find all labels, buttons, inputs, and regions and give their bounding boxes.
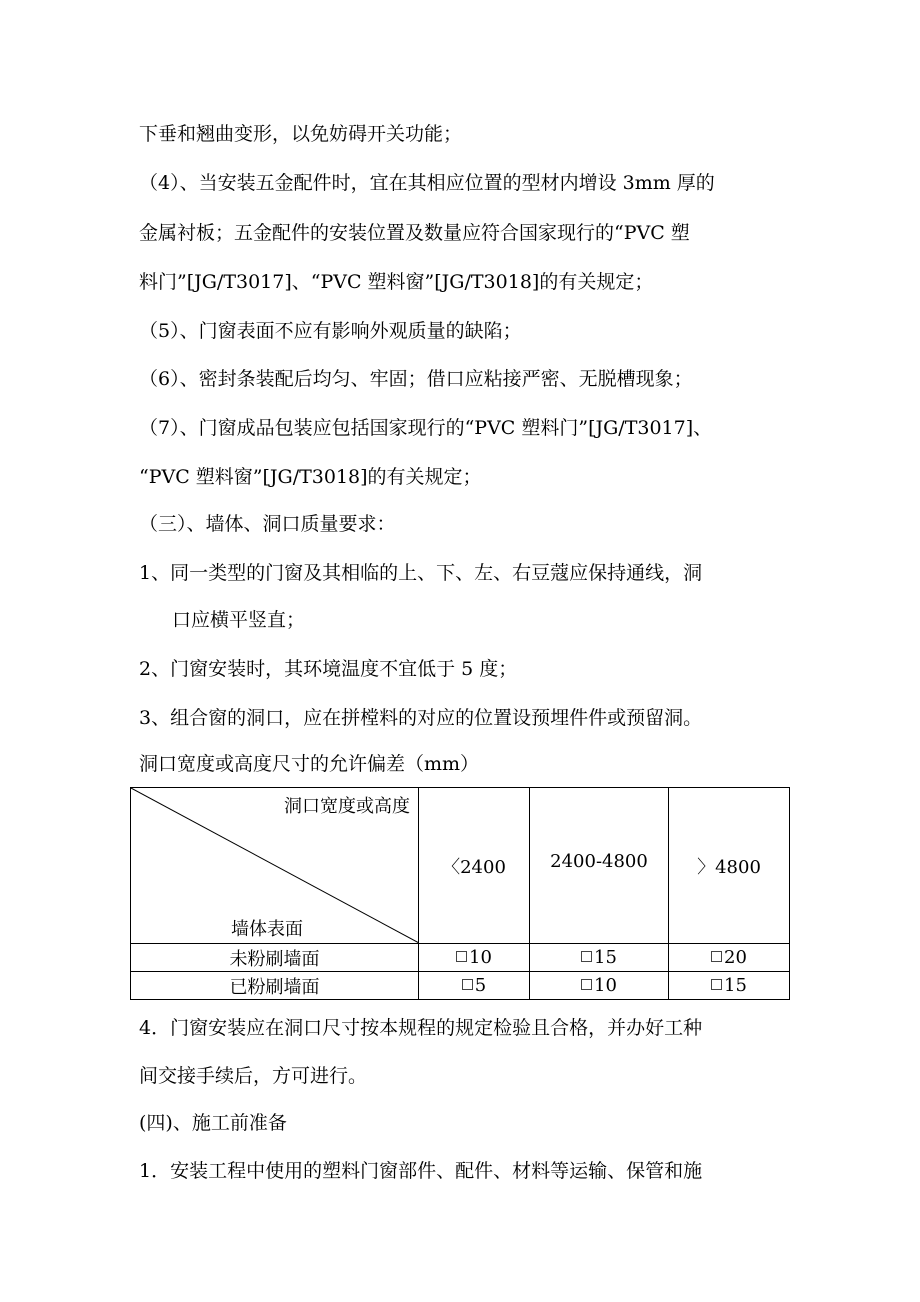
paragraph-line: 2、门窗安装时，其环境温度不宜低于 5 度； (139, 658, 518, 680)
paragraph-line: “PVC 塑料窗”[JG/T3018]的有关规定； (139, 466, 482, 488)
paragraph-line: 下垂和翘曲变形，以免妨碍开关功能； (139, 123, 463, 145)
paragraph-line: 口应横平竖直； (172, 609, 306, 631)
table-caption: 洞口宽度或高度尺寸的允许偏差（mm） (139, 753, 480, 775)
corner-top-label: 洞口宽度或高度 (284, 796, 410, 817)
paragraph-line: 间交接手续后，方可进行。 (139, 1065, 368, 1087)
row-label: 已粉刷墙面 (131, 972, 419, 1000)
diagonal-header-cell (131, 788, 419, 944)
column-header: 〉4800 (669, 788, 790, 944)
paragraph-line: 1、同一类型的门窗及其相临的上、下、左、右豆蔻应保持通线，洞 (139, 562, 703, 584)
checkbox-glyph-icon (456, 951, 467, 962)
section-heading: （三）、墙体、洞口质量要求： (139, 513, 396, 535)
table-row (131, 944, 790, 972)
paragraph-line: （6）、密封条装配后均匀、牢固；借口应粘接严密、无脱槽现象； (139, 368, 693, 390)
checkbox-glyph-icon (711, 951, 722, 962)
checkbox-glyph-icon (581, 951, 592, 962)
paragraph-line: 料门”[JG/T3017]、“PVC 塑料窗”[JG/T3018]的有关规定； (139, 271, 654, 293)
checkbox-glyph-icon (462, 979, 473, 990)
table-cell: 20 (669, 944, 790, 972)
table-cell: 15 (669, 972, 790, 1000)
table-header-row (131, 788, 790, 944)
table-cell: 10 (419, 944, 530, 972)
table-cell: 15 (530, 944, 669, 972)
paragraph-line: 金属衬板；五金配件的安装位置及数量应符合国家现行的“PVC 塑 (139, 222, 690, 244)
table-cell: 10 (530, 972, 669, 1000)
checkbox-glyph-icon (581, 979, 592, 990)
paragraph-line: 4．门窗安装应在洞口尺寸按本规程的规定检验且合格，并办好工种 (139, 1017, 703, 1039)
paragraph-line: （7）、门窗成品包装应包括国家现行的“PVC 塑料门”[JG/T3017]、 (139, 417, 713, 439)
paragraph-line: （4）、当安装五金配件时，宜在其相应位置的型材内增设 3mm 厚的 (139, 172, 715, 194)
deviation-table (130, 787, 790, 1000)
row-label: 未粉刷墙面 (131, 944, 419, 972)
paragraph-line: 3、组合窗的洞口，应在拼樘料的对应的位置设预埋件件或预留洞。 (139, 707, 703, 729)
checkbox-glyph-icon (711, 979, 722, 990)
column-header: 2400-4800 (530, 788, 669, 944)
corner-bottom-label: 墙体表面 (231, 919, 303, 940)
table-cell: 5 (419, 972, 530, 1000)
paragraph-line: 1．安装工程中使用的塑料门窗部件、配件、材料等运输、保管和施 (139, 1160, 703, 1182)
table-row (131, 972, 790, 1000)
column-header: 〈2400 (419, 788, 530, 944)
paragraph-line: （5）、门窗表面不应有影响外观质量的缺陷； (139, 320, 522, 342)
section-heading: (四)、施工前准备 (139, 1112, 287, 1134)
